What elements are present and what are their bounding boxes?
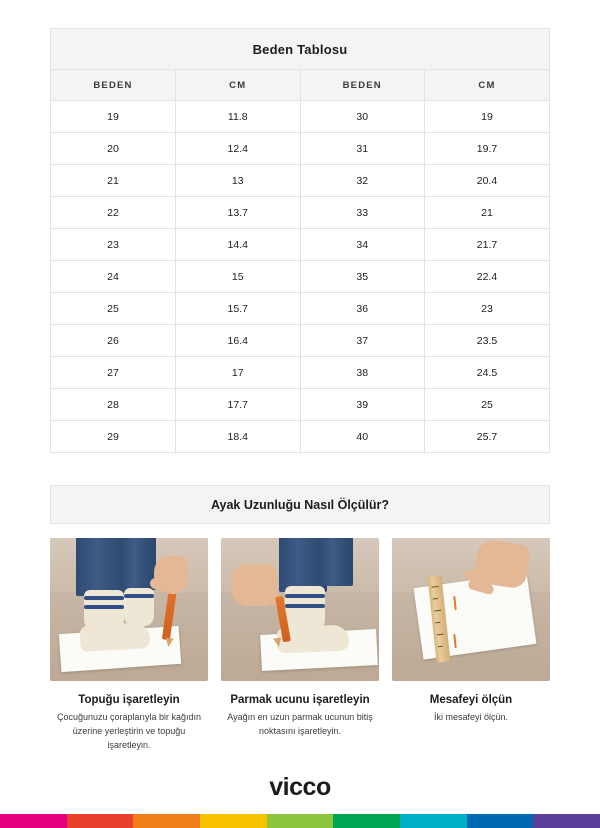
table-header-cell: BEDEN (51, 70, 176, 101)
table-cell: 14.4 (176, 229, 301, 261)
table-cell: 26 (51, 325, 176, 357)
step-1-title: Topuğu işaretleyin (78, 694, 180, 706)
pencil-tip-icon (273, 637, 282, 647)
table-cell: 35 (300, 261, 425, 293)
table-cell: 19 (51, 101, 176, 133)
table-cell: 25 (51, 293, 176, 325)
table-cell: 13.7 (176, 197, 301, 229)
table-cell: 34 (300, 229, 425, 261)
sock-stripe (285, 594, 325, 598)
table-cell: 22 (51, 197, 176, 229)
brand-color-swatch (467, 814, 534, 828)
table-header-row (51, 70, 549, 101)
step-2-description: Ayağın en uzun parmak ucunun bitiş noktasını işaretleyin. (227, 712, 373, 736)
table-cell: 16.4 (176, 325, 301, 357)
measure-step-3 (392, 538, 550, 753)
brand-color-swatch (533, 814, 600, 828)
table-header-cell: CM (425, 70, 550, 101)
table-cell: 17 (176, 357, 301, 389)
table-cell: 18.4 (176, 421, 301, 453)
measure-steps (50, 538, 550, 753)
table-cell: 20.4 (425, 165, 550, 197)
table-row (51, 357, 549, 389)
table-cell: 25 (425, 389, 550, 421)
table-cell: 37 (300, 325, 425, 357)
table-cell: 22.4 (425, 261, 550, 293)
table-row (51, 389, 549, 421)
brand-color-swatch (333, 814, 400, 828)
table-row (51, 421, 549, 453)
table-cell: 12.4 (176, 133, 301, 165)
size-table-section (50, 28, 550, 453)
ruler-tick (433, 598, 438, 600)
size-table-title: Beden Tablosu (51, 29, 549, 70)
step-3-photo (392, 538, 550, 681)
ruler-tick (438, 646, 443, 648)
table-row (51, 293, 549, 325)
brand-color-bar (0, 814, 600, 828)
table-cell: 36 (300, 293, 425, 325)
size-table (51, 70, 549, 453)
table-row (51, 325, 549, 357)
sock-stripe (84, 596, 124, 600)
step-3-title: Mesafeyi ölçün (429, 694, 513, 706)
sock-stripe (84, 605, 124, 609)
step-3-description: İki mesafeyi ölçün. (433, 712, 509, 722)
table-cell: 31 (300, 133, 425, 165)
step-1-photo (50, 538, 208, 681)
brand-color-swatch (267, 814, 334, 828)
table-row (51, 197, 549, 229)
table-cell: 19 (425, 101, 550, 133)
table-cell: 23 (51, 229, 176, 261)
size-guide-page (0, 28, 600, 828)
brand-color-swatch (200, 814, 267, 828)
table-cell: 32 (300, 165, 425, 197)
table-row (51, 229, 549, 261)
table-cell: 33 (300, 197, 425, 229)
brand-color-swatch (133, 814, 200, 828)
table-cell: 29 (51, 421, 176, 453)
table-cell: 21 (425, 197, 550, 229)
table-header-cell: CM (176, 70, 301, 101)
table-cell: 15 (176, 261, 301, 293)
table-row (51, 101, 549, 133)
table-cell: 39 (300, 389, 425, 421)
table-cell: 11.8 (176, 101, 301, 133)
sock-stripe (124, 594, 154, 598)
ruler-tick (432, 586, 439, 588)
how-to-measure-section (50, 485, 550, 753)
table-cell: 15.7 (176, 293, 301, 325)
table-cell: 25.7 (425, 421, 550, 453)
table-cell: 13 (176, 165, 301, 197)
table-cell: 24 (51, 261, 176, 293)
table-cell: 40 (300, 421, 425, 453)
table-cell: 38 (300, 357, 425, 389)
measure-step-1 (50, 538, 208, 753)
measure-step-2 (221, 538, 379, 753)
footer (0, 773, 600, 828)
finger-icon (150, 578, 174, 589)
table-cell: 23 (425, 293, 550, 325)
ruler-tick (437, 634, 444, 636)
brand-logo: vicco (269, 773, 331, 801)
table-cell: 21.7 (425, 229, 550, 261)
table-cell: 21 (51, 165, 176, 197)
brand-color-swatch (67, 814, 134, 828)
table-cell: 30 (300, 101, 425, 133)
brand-color-swatch (0, 814, 67, 828)
ruler-tick (434, 610, 441, 612)
table-cell: 23.5 (425, 325, 550, 357)
brand-color-swatch (400, 814, 467, 828)
sock-icon (285, 586, 325, 630)
table-row (51, 165, 549, 197)
table-cell: 28 (51, 389, 176, 421)
table-header-cell: BEDEN (300, 70, 425, 101)
jeans-icon (319, 538, 353, 586)
table-cell: 19.7 (425, 133, 550, 165)
foot-icon (79, 622, 150, 652)
pencil-tip-icon (164, 637, 173, 647)
table-row (51, 133, 549, 165)
ruler-tick (435, 622, 440, 624)
step-1-description: Çocuğunuzu çoraplarıyla bir kağıdın üzerine yerleştirin ve topuğu işaretleyin. (56, 712, 202, 750)
table-row (51, 261, 549, 293)
step-2-photo (221, 538, 379, 681)
step-2-title: Parmak ucunu işaretleyin (230, 694, 370, 706)
table-cell: 17.7 (176, 389, 301, 421)
how-to-measure-title: Ayak Uzunluğu Nasıl Ölçülür? (50, 485, 550, 524)
table-cell: 27 (51, 357, 176, 389)
sock-stripe (285, 604, 325, 608)
table-cell: 20 (51, 133, 176, 165)
table-cell: 24.5 (425, 357, 550, 389)
